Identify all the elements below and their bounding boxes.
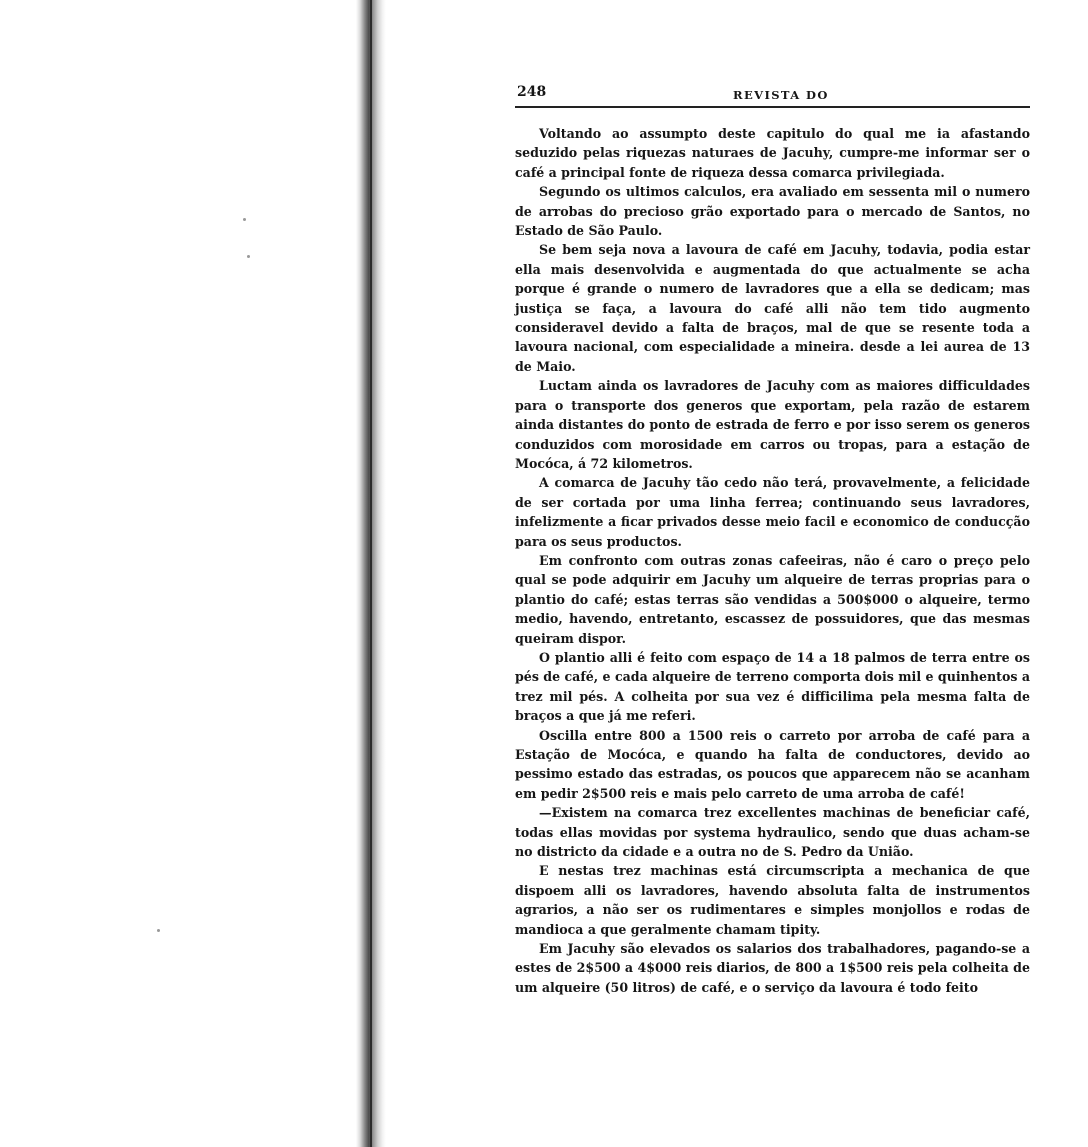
paragraph: Voltando ao assumpto deste capitulo do qual me ia afastando seduzido pelas riquezas naturaes de Jacuhy, cumpre-me informar ser o café a principal fonte de riqueza dessa comarca privilegiada.: [515, 126, 1030, 180]
page-body: [515, 108, 1030, 997]
page-header: [515, 80, 1030, 108]
paper-speck: [247, 255, 250, 258]
paper-speck: [243, 218, 246, 221]
paragraph: O plantio alli é feito com espaço de 14 a 18 palmos de terra entre os pés de café, e cada alqueire de terreno comporta dois mil e quinhentos a trez mil pés. A colheita por sua vez é difficilima pela mesma falta de braços a que já me referi.: [515, 649, 1030, 724]
book-gutter-line: [370, 0, 372, 1147]
paragraph: —Existem na comarca trez excellentes machinas de beneficiar café, todas ellas movidas por systema hydraulico, sendo que duas acham-se no districto da cidade e a outra no de S. Pedro da União.: [515, 805, 1030, 860]
page-number: 248: [517, 84, 547, 100]
paragraph: Se bem seja nova a lavoura de café em Jacuhy, todavia, podia estar ella mais desenvolvida e augmentada do que actualmente se acha porque é grande o numero de lavradores que a ella se dedicam; mas justiça se faça, a lavoura do café alli não tem tido augmento consideravel devido a falta de braços, mal de que se resente toda a lavoura nacional, com especialidade a mineira. desde a lei aurea de 13 de Maio.: [515, 242, 1030, 374]
paragraph: Segundo os ultimos calculos, era avaliado em sessenta mil o numero de arrobas do precioso grão exportado para o mercado de Santos, no Estado de São Paulo.: [515, 184, 1030, 239]
paragraph: Luctam ainda os lavradores de Jacuhy com as maiores difficuldades para o transporte dos generos que exportam, pela razão de estarem ainda distantes do ponto de estrada de ferro e por isso serem os generos conduzidos com morosidade em carros ou tropas, para a estação de Mocóca, á 72 kilometros.: [515, 378, 1030, 471]
paper-speck: [157, 929, 160, 932]
running-head: REVISTA DO: [733, 88, 829, 102]
paragraph: A comarca de Jacuhy tão cedo não terá, provavelmente, a felicidade de ser cortada por uma linha ferrea; continuando seus lavradores, infelizmente a ficar privados desse meio facil e economico de conducção para os seus productos.: [515, 475, 1030, 549]
paragraph: Em Jacuhy são elevados os salarios dos trabalhadores, pagando-se a estes de 2$500 a 4$000 reis diarios, de 800 a 1$500 reis pela colheita de um alqueire (50 litros) de café, e o serviço da lavoura é todo feito: [515, 941, 1030, 995]
book-page: [515, 80, 1030, 997]
paragraph: E nestas trez machinas está circumscripta a mechanica de que dispoem alli os lavradores, havendo absoluta falta de instrumentos agrarios, a não ser os rudimentares e simples monjollos e rodas de mandioca a que geralmente chamam tipity.: [515, 863, 1030, 937]
paragraph: Oscilla entre 800 a 1500 reis o carreto por arroba de café para a Estação de Mocóca, e quando ha falta de conductores, devido ao pessimo estado das estradas, os poucos que apparecem não se acanham em pedir 2$500 reis e mais pelo carreto de uma arroba de café!: [515, 727, 1030, 801]
paragraph: Em confronto com outras zonas cafeeiras, não é caro o preço pelo qual se pode adquirir em Jacuhy um alqueire de terras proprias para o plantio do café; estas terras são vendidas a 500$000 o alqueire, termo medio, havendo, entretanto, escassez de possuidores, que das mesmas queiram dispor.: [515, 552, 1030, 646]
